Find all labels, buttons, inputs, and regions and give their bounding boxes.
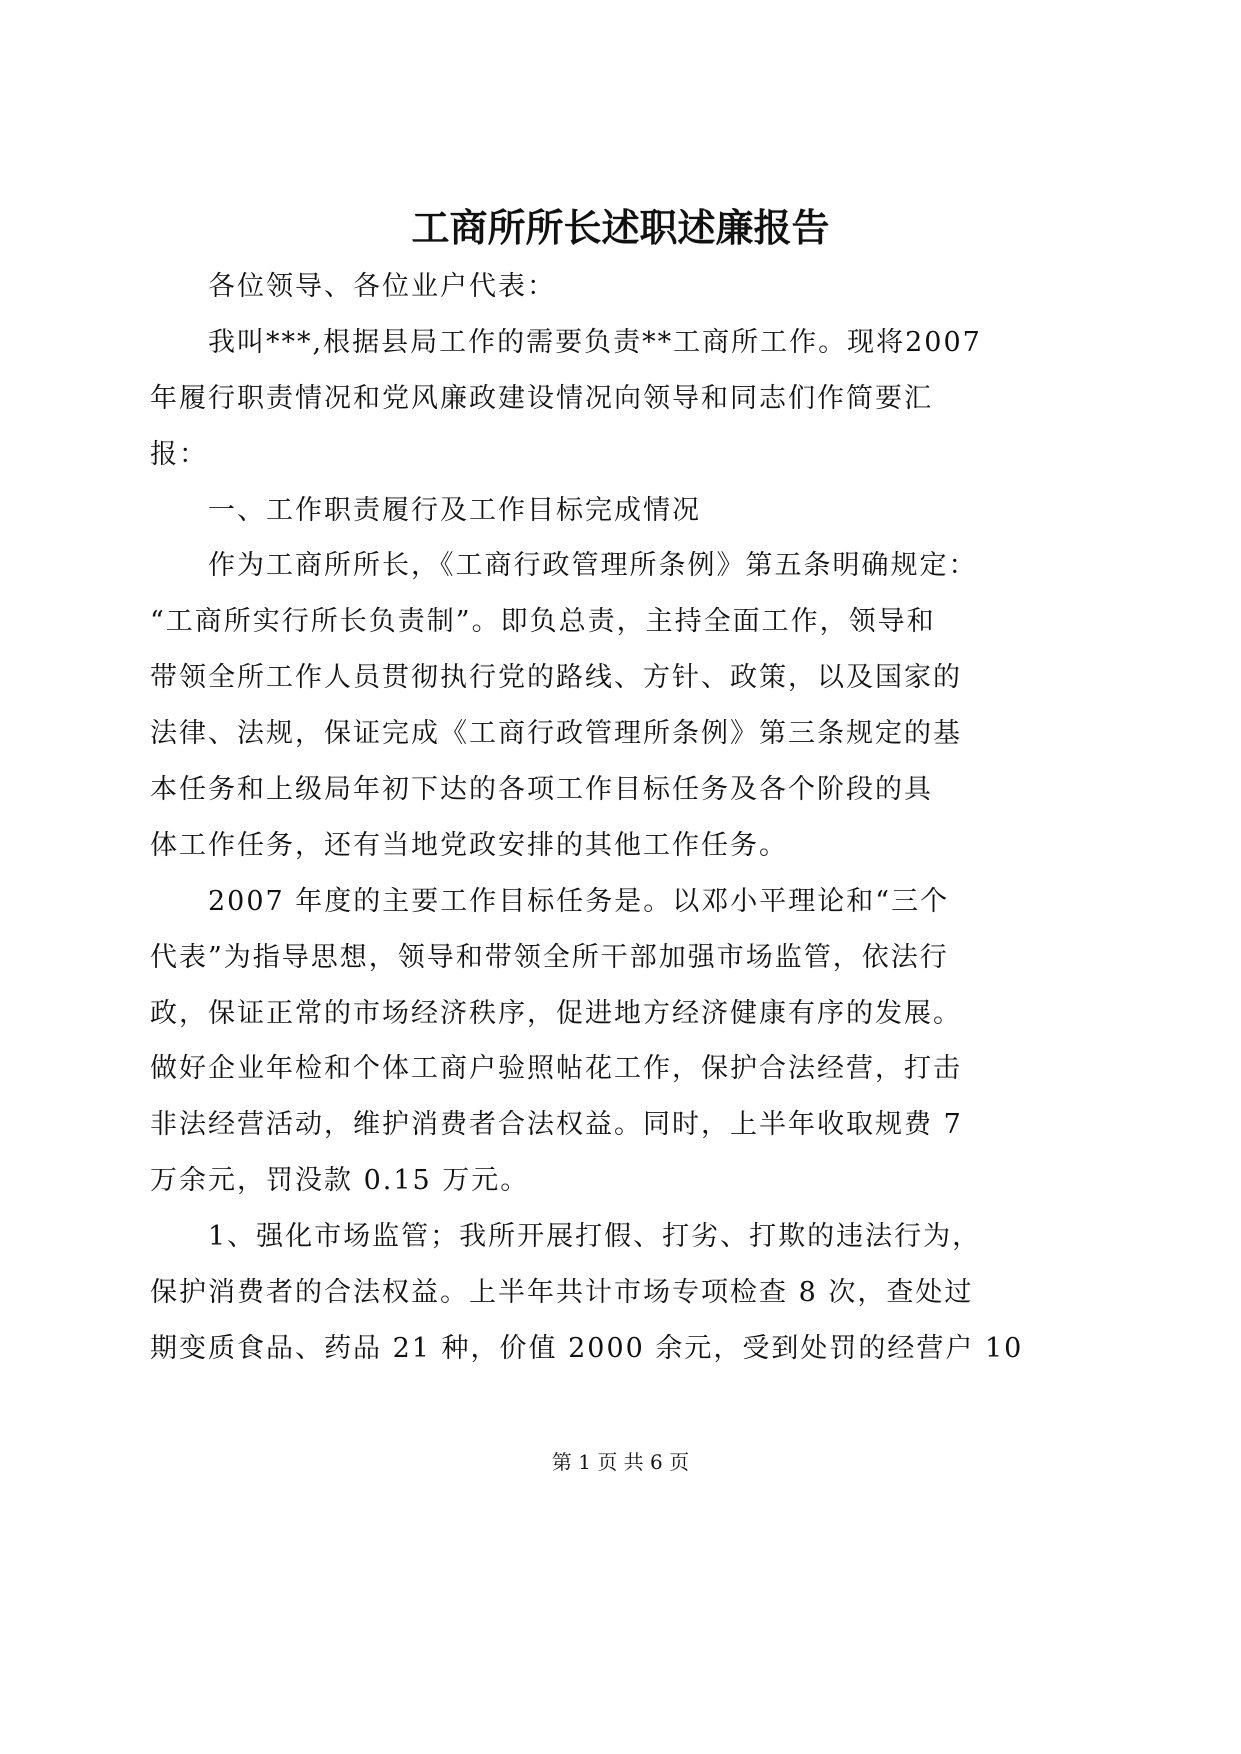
text-line: 非法经营活动，维护消费者合法权益。同时，上半年收取规费 7	[150, 1109, 963, 1141]
text-line: 期变质食品、药品 21 种，价值 2000 余元，受到处罚的经营户 10	[150, 1332, 1024, 1364]
text-line: 体工作任务，还有当地党政安排的其他工作任务。	[150, 829, 788, 861]
text-line: 报：	[150, 438, 208, 470]
text-line: 代表”为指导思想，领导和带领全所干部加强市场监管，依法行	[150, 941, 949, 973]
text-line: 我叫***,根据县局工作的需要负责**工商所工作。现将2007	[208, 326, 982, 358]
document-body	[150, 259, 1024, 1377]
text-line: “工商所实行所长负责制”。即负总责，主持全面工作，领导和	[150, 606, 936, 638]
text-line: 保护消费者的合法权益。上半年共计市场专项检查 8 次，查处过	[150, 1277, 974, 1309]
text-line: 一、工作职责履行及工作目标完成情况	[208, 494, 701, 526]
text-line: 1、强化市场监管；我所开展打假、打劣、打欺的违法行为，	[208, 1221, 982, 1253]
text-line: 本任务和上级局年初下达的各项工作目标任务及各个阶段的具	[150, 774, 933, 806]
text-line: 2007 年度的主要工作目标任务是。以邓小平理论和“三个	[208, 885, 950, 917]
text-line: 年履行职责情况和党风廉政建设情况向领导和同志们作简要汇	[150, 382, 933, 414]
text-line: 做好企业年检和个体工商户验照帖花工作，保护合法经营，打击	[150, 1053, 962, 1085]
text-line: 作为工商所所长，《工商行政管理所条例》第五条明确规定：	[208, 550, 978, 582]
document-title: 工商所所长述职述廉报告	[411, 205, 830, 250]
text-line: 万余元，罚没款 0.15 万元。	[150, 1165, 530, 1197]
text-line: 政，保证正常的市场经济秩序，促进地方经济健康有序的发展。	[150, 997, 962, 1029]
text-line: 法律、法规，保证完成《工商行政管理所条例》第三条规定的基	[150, 718, 962, 750]
page-footer: 第 1 页 共 6 页	[551, 1450, 690, 1474]
text-line: 各位领导、各位业户代表：	[208, 271, 556, 302]
text-line: 带领全所工作人员贯彻执行党的路线、方针、政策，以及国家的	[150, 662, 962, 694]
